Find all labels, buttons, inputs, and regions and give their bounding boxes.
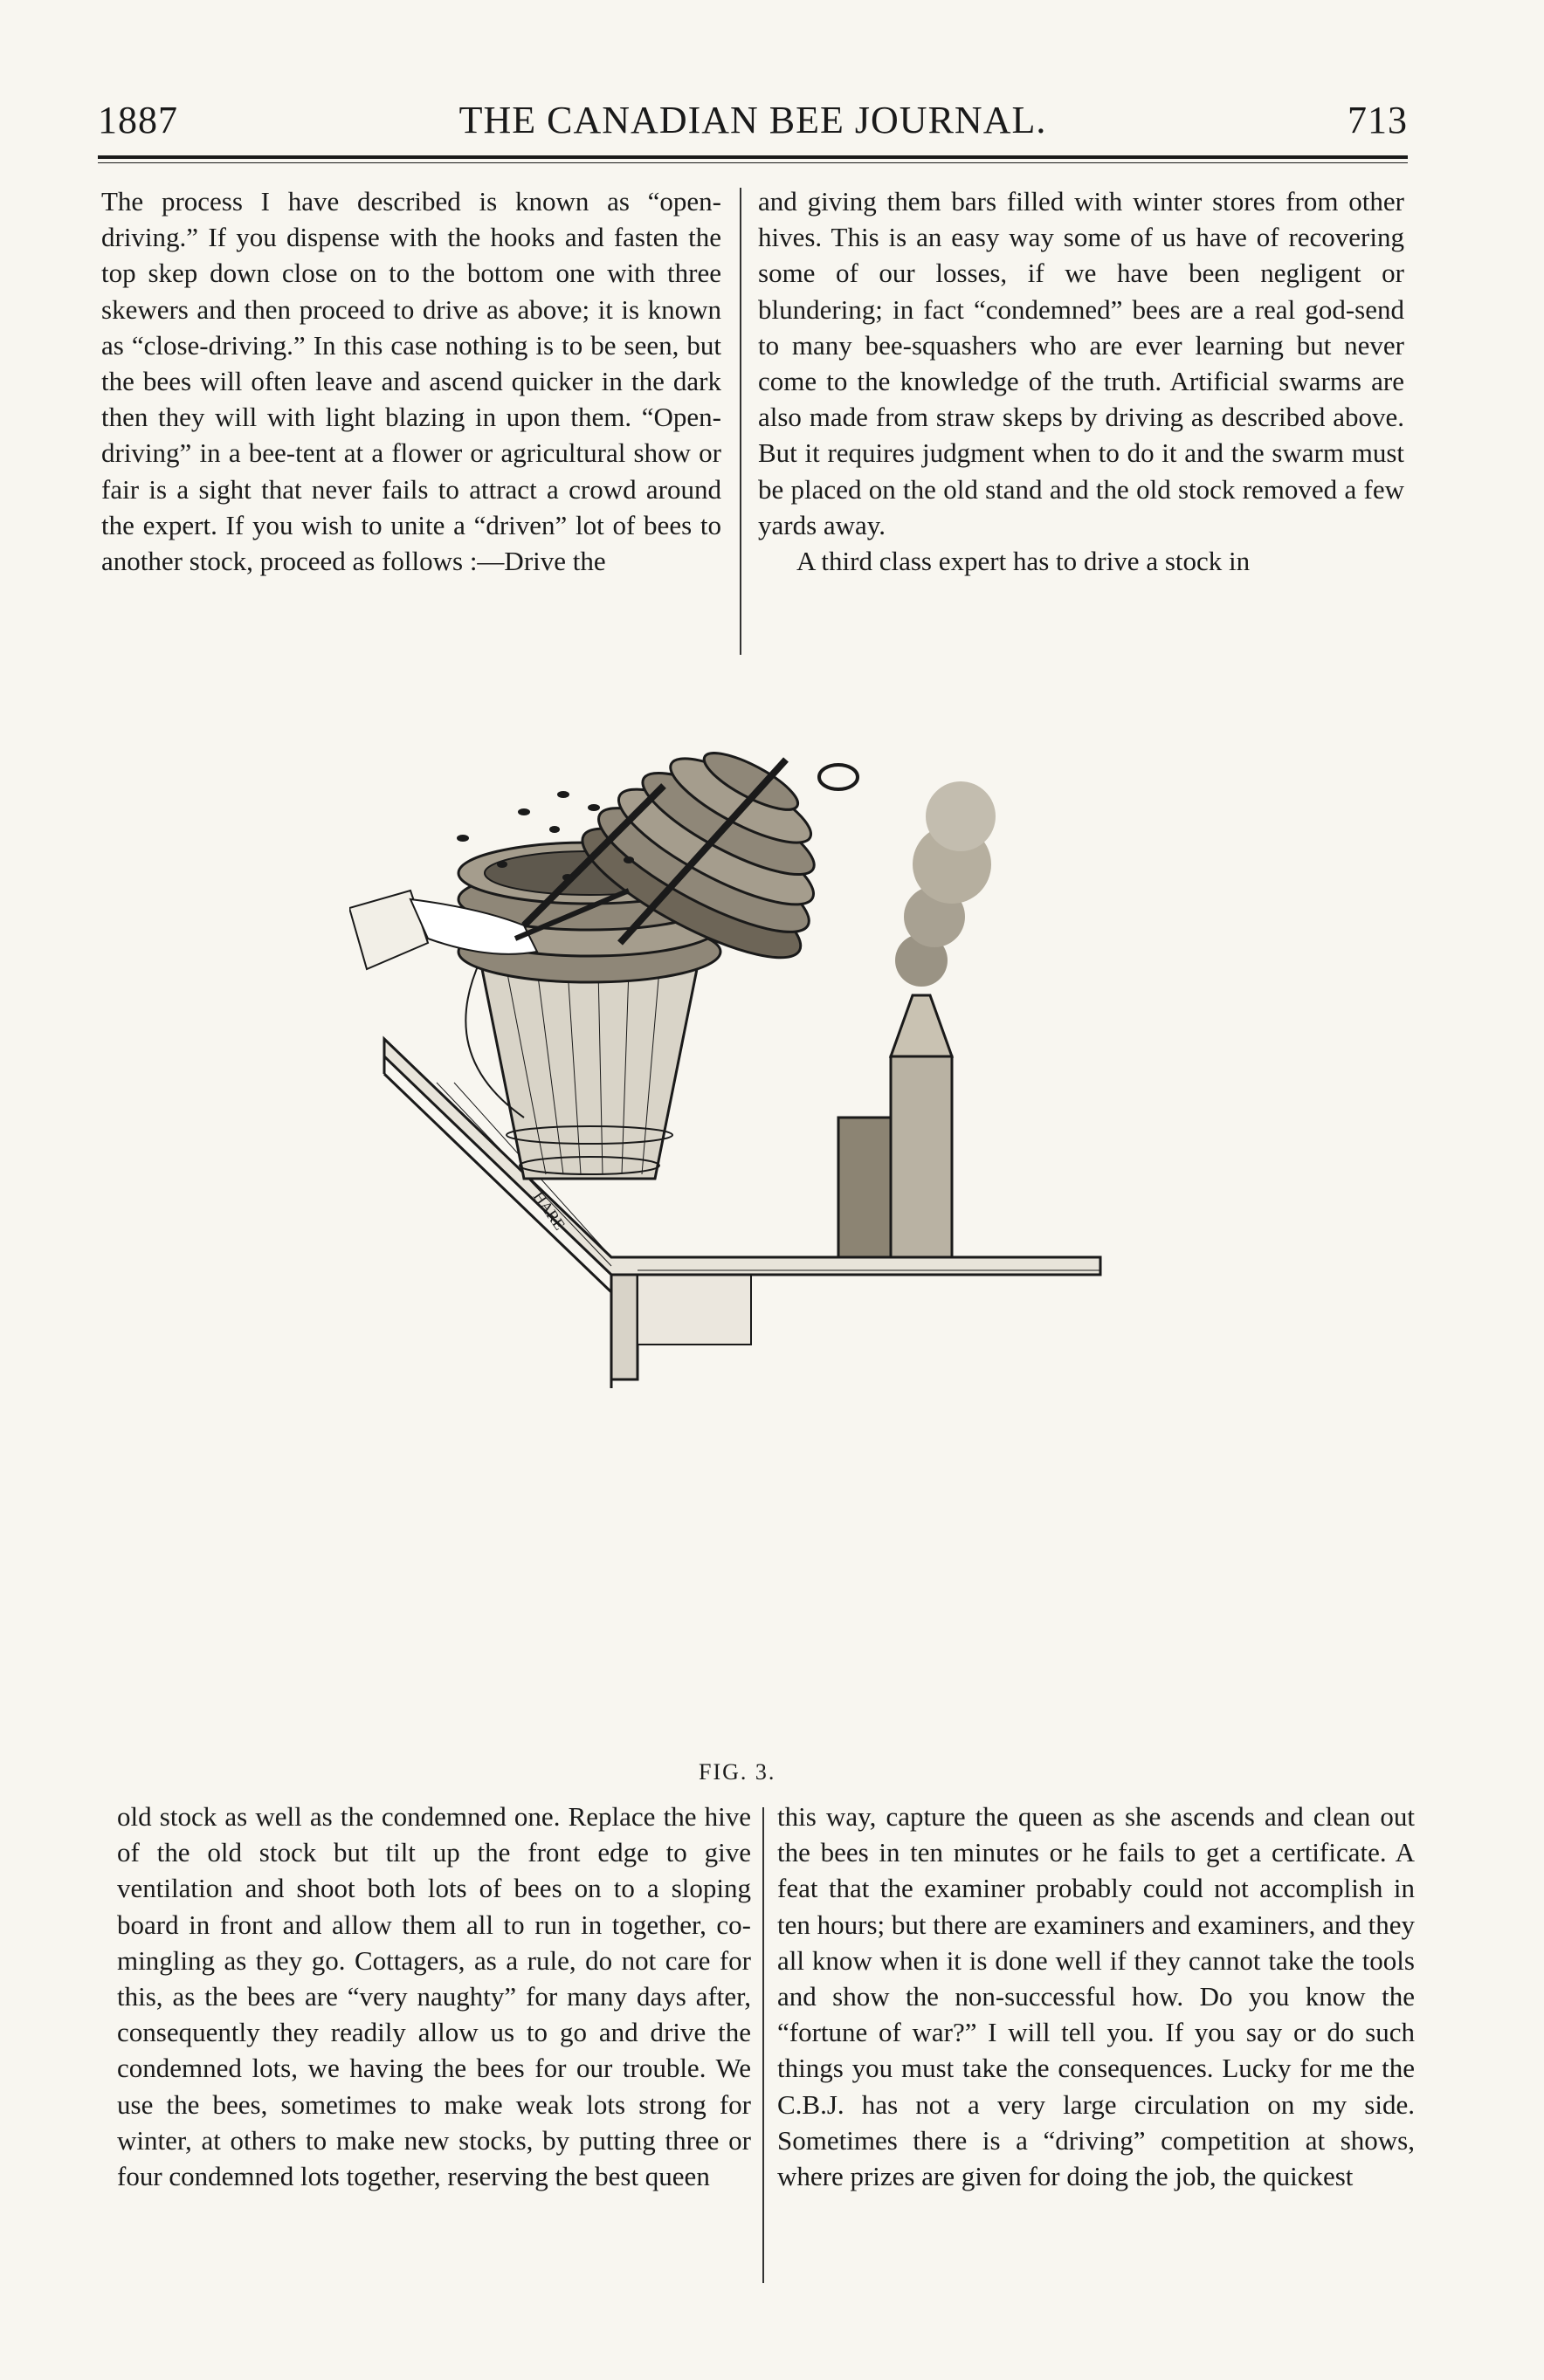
header-year: 1887 — [98, 99, 178, 141]
column-divider — [740, 188, 741, 655]
running-header — [98, 98, 1408, 150]
text-column-bottom-left — [117, 1799, 751, 2194]
paragraph: old stock as well as the condemned one. Replace the hive of the old stock but tilt up the front edge to give ventilation and shoot both lots of bees on to a sloping board in front and allow them all to run in together, co-mingling as they go. Cottagers, as a rule, do not care for this, as the bees are “very naughty” for many days after, consequently they readily allow us to go and drive the condemned lots, we having the bees for our trouble. We use the bees, sometimes to make weak lots strong for winter, at others to make new stocks, by putting three or four condemned lots together, reserving the best queen — [117, 1801, 751, 2192]
column-divider — [762, 1807, 764, 2283]
paragraph: The process I have described is known as “open-driving.” If you dispense with the hooks and fasten the top skep down close on to the bottom one with three skewers and then proceed to drive as above; it is known as “close-driving.” In this case nothing is to be seen, but the bees will often leave and ascend quicker in the dark then they will with light blazing in upon them. “Open-driving” in a bee-tent at a flower or agricultural show or fair is a sight that never fails to attract a crowd around the expert. If you wish to unite a “driven” lot of bees to another stock, proceed as follows :—Drive the — [101, 186, 721, 577]
engraver-mark: HARE — [529, 1187, 569, 1234]
page-number: 713 — [1348, 99, 1408, 141]
table — [384, 1039, 1100, 1388]
bee-driving-illustration — [349, 742, 1135, 1746]
text-column-top-right — [758, 183, 1404, 579]
text-column-bottom-right — [777, 1799, 1415, 2194]
paragraph: this way, capture the queen as she ascends and clean out the bees in ten minutes or he fails to get a certificate. A feat that the examiner probably could not accomplish in ten hours; but there are examiners and examiners, and they all know when it is done well if they cannot take the tools and show the non-successful how. Do you know the “fortune of war?” I will tell you. If you say or do such things you must take the consequences. Lucky for me the C.B.J. has not a very large circulation on my side. Sometimes there is a “driving” competition at shows, where prizes are given for doing the job, the quickest — [777, 1801, 1415, 2192]
smoker — [838, 781, 996, 1257]
header-rule-thin — [98, 162, 1408, 163]
header-rule-thick — [98, 155, 1408, 159]
journal-title: THE CANADIAN BEE JOURNAL. — [458, 99, 1047, 141]
figure-caption: FIG. 3. — [699, 1759, 776, 1785]
text-column-top-left — [101, 183, 721, 579]
paragraph: A third class expert has to drive a stock in — [796, 546, 1251, 577]
paragraph: and giving them bars filled with winter stores from other hives. This is an easy way some of us have of recovering some of our losses, if we have been negligent or blundering; in fact “condemned” bees are a real god-send to many bee-squashers who are ever learning but never come to the knowledge of the truth. Artificial swarms are also made from straw skeps by driving as described above. But it requires judgment when to do it and the swarm must be placed on the old stand and the old stock removed a few yards away. — [758, 186, 1404, 540]
